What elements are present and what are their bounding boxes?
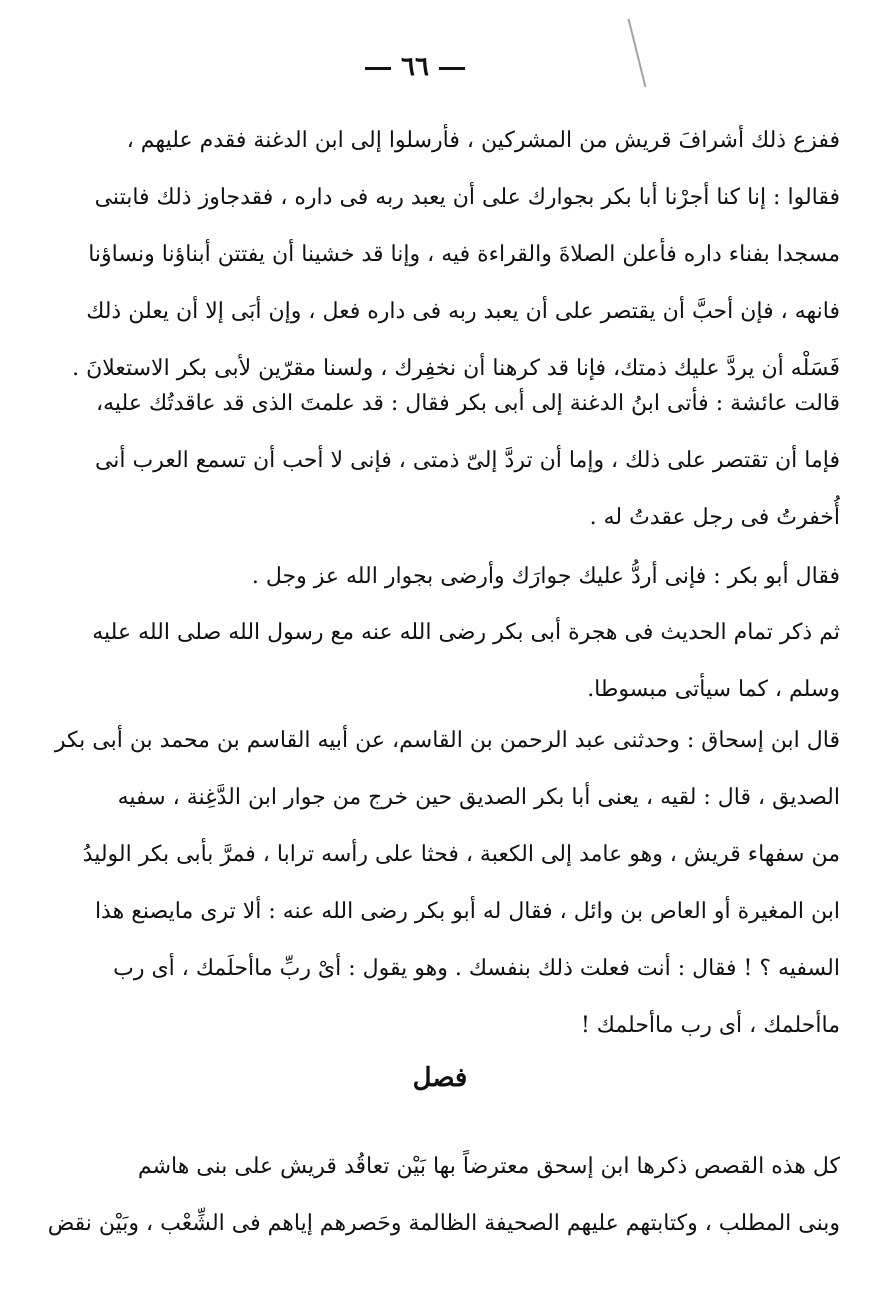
text-line: فإما أن تقتصر على ذلك ، وإما أن تردَّ إلىّ ذمتى ، فإنى لا أحب أن تسمع العرب أنى [94, 448, 840, 473]
text-line: من سفهاء قريش ، وهو عامد إلى الكعبة ، فحثا على رأسه ترابا ، فمرَّ بأبى بكر الوليدُ [82, 842, 840, 867]
text-line: ثم ذكر تمام الحديث فى هجرة أبى بكر رضى الله عنه مع رسول الله صلى الله عليه [92, 620, 840, 645]
text-line: ماأحلمك ، أى رب ماأحلمك ! [580, 1013, 840, 1038]
page-number [340, 52, 490, 82]
paragraph-5 [40, 712, 840, 1054]
text-line: فقالوا : إنا كنا أجرْنا أبا بكر بجوارك على أن يعبد ربه فى داره ، فقدجاوز ذلك فابتنى [94, 185, 840, 210]
paragraph-4 [40, 604, 840, 718]
text-line: فَسَلْه أن يردَّ عليك ذمتك، فإنا قد كرهنا أن نخفِرك ، ولسنا مقرّين لأبى بكر الاستعلانَ . [72, 356, 840, 381]
text-line: السفيه ؟ ! فقال : أنت فعلت ذلك بنفسك . وهو يقول : أىْ ربِّ ماأحلَمك ، أى رب [113, 956, 840, 981]
text-line: الصديق ، قال : لقيه ، يعنى أبا بكر الصديق حين خرج من جوار ابن الدَّغِنة ، سفيه [117, 785, 840, 810]
text-line: مسجدا بفناء داره فأعلن الصلاةَ والقراءة فيه ، وإنا قد خشينا أن يفتتن أبناؤنا ونساؤنا [88, 242, 840, 267]
text-line: كل هذه القصص ذكرها ابن إسحق معترضاً بها بَيْن تعاقُد قريش على بنى هاشم [137, 1154, 840, 1179]
text-line: ففزع ذلك أشرافَ قريش من المشركين ، فأرسلوا إلى ابن الدغنة فقدم عليهم ، [126, 128, 840, 153]
page-number-dash-left [365, 67, 391, 70]
paragraph-2 [40, 375, 840, 546]
text-line: وبنى المطلب ، وكتابتهم عليهم الصحيفة الظالمة وحَصرهم إياهم فى الشِّعْب ، وبَيْن نقض [47, 1211, 840, 1236]
text-line: فقال أبو بكر : فإنى أردُّ عليك جوارَك وأرضى بجوار الله عز وجل . [251, 564, 840, 589]
page-fold-mark [628, 19, 647, 87]
text-line: ابن المغيرة أو العاص بن وائل ، فقال له أبو بكر رضى الله عنه : ألا ترى مايصنع هذا [94, 899, 840, 924]
text-line: قال ابن إسحاق : وحدثنى عبد الرحمن بن القاسم، عن أبيه القاسم بن محمد بن أبى بكر [54, 728, 840, 753]
text-line: وسلم ، كما سيأتى مبسوطا. [587, 677, 840, 702]
text-line: قالت عائشة : فأتى ابنُ الدغنة إلى أبى بكر فقال : قد علمتَ الذى قد عاقدتُك عليه، [96, 391, 840, 416]
paragraph-1 [40, 112, 840, 397]
text-line: أُخفرتُ فى رجل عقدتُ له . [589, 505, 840, 530]
text-line: فانهه ، فإن أحبَّ أن يقتصر على أن يعبد ربه فى داره فعل ، وإن أبَى إلا أن يعلن ذلك [86, 299, 840, 324]
section-heading: فصل [412, 1063, 468, 1093]
page-number-value: ٦٦ [401, 52, 429, 82]
page-number-dash-right [439, 67, 465, 70]
paragraph-3 [40, 548, 840, 605]
paragraph-6 [40, 1138, 840, 1252]
